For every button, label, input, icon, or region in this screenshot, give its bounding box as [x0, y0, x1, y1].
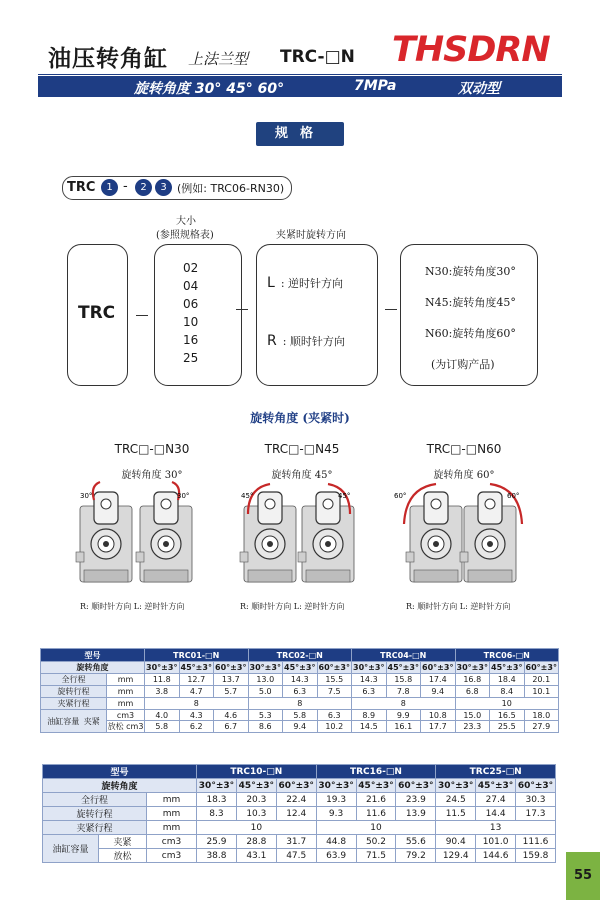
row-label: 旋转行程 — [43, 807, 147, 821]
cell: 47.5 — [276, 849, 316, 863]
size-option: 16 — [183, 333, 199, 347]
brand-logo: THSDRN — [392, 30, 550, 70]
size-caption: 大小 — [176, 216, 196, 227]
cell: 24.5 — [436, 793, 476, 807]
table1-model: TRC06-□N — [455, 649, 559, 662]
cell: 23.9 — [396, 793, 436, 807]
order-circle-2: 2 — [135, 179, 152, 196]
table1-model: TRC01-□N — [145, 649, 249, 662]
direction-l — [267, 275, 343, 291]
row-unit: mm — [107, 698, 145, 710]
clamp-label: 夹紧 — [99, 835, 147, 849]
cell: 19.3 — [316, 793, 356, 807]
row-label: 旋转行程 — [41, 686, 107, 698]
table2-angle-header: 60°±3° — [276, 779, 316, 793]
table2-angle-label: 旋转角度 — [43, 779, 197, 793]
table1-angle-header: 45°±3° — [180, 663, 212, 672]
cell: 10.2 — [317, 721, 352, 733]
table2-angle-header: 30°±3° — [197, 779, 237, 793]
code-dash-2 — [236, 309, 248, 310]
cell: 11.8 — [145, 674, 180, 686]
figure-angle-label-n30-left: 30° — [80, 492, 93, 500]
cell: 7.5 — [317, 686, 352, 698]
direction-r-text: : 顺时针方向 — [282, 335, 345, 348]
cell: 8.9 — [352, 710, 387, 721]
cell: 101.0 — [476, 835, 516, 849]
table-row — [41, 698, 559, 710]
cell: 63.9 — [316, 849, 356, 863]
model-code: TRC-□N — [280, 47, 355, 67]
table2-angle-header: 45°±3° — [356, 779, 396, 793]
table2-angle-header: 45°±3° — [476, 779, 516, 793]
table1-model: TRC04-□N — [352, 649, 456, 662]
row-label: 全行程 — [43, 793, 147, 807]
row-unit: cm3 — [107, 710, 145, 721]
page-number: 55 — [566, 852, 600, 900]
row-unit: mm — [147, 793, 197, 807]
cell: 10 — [455, 698, 559, 710]
size-caption-note: (参照规格表) — [156, 230, 214, 241]
header-band — [38, 76, 562, 97]
page-subtitle: 上法兰型 — [188, 50, 249, 68]
cell: 13.0 — [248, 674, 283, 686]
cell: 20.1 — [524, 674, 559, 686]
row-label: 夹紧行程 — [43, 821, 147, 835]
code-box-angle — [400, 244, 538, 386]
capacity-label: 油缸容量 — [43, 835, 99, 863]
table2-angle-header: 30°±3° — [436, 779, 476, 793]
cell: 16.8 — [455, 674, 490, 686]
cell: 18.0 — [524, 710, 559, 721]
figure-subtitle-n45: 旋转角度 45° — [271, 470, 333, 481]
band-pressure: 7MPa — [354, 78, 397, 94]
cell: 18.4 — [490, 674, 525, 686]
cell: 12.4 — [276, 807, 316, 821]
cell: 6.3 — [317, 710, 352, 721]
cell: 27.4 — [476, 793, 516, 807]
code-box-prefix — [67, 244, 128, 386]
order-prefix: TRC — [67, 180, 96, 195]
row-unit: mm — [147, 821, 197, 835]
release-label: 放松 — [107, 722, 124, 731]
cell: 13.7 — [214, 674, 249, 686]
order-example: (例如: TRC06-RN30) — [177, 182, 285, 195]
cell: 11.6 — [356, 807, 396, 821]
angle-option-n45: N45:旋转角度45° — [425, 296, 516, 309]
table1-model-label: 型号 — [41, 649, 145, 662]
cell: 8 — [248, 698, 352, 710]
cell: 12.7 — [179, 674, 214, 686]
cell: 6.2 — [179, 721, 214, 733]
row-label: 夹紧行程 — [41, 698, 107, 710]
cell: 22.4 — [276, 793, 316, 807]
cell: 9.3 — [316, 807, 356, 821]
cell: 9.4 — [421, 686, 456, 698]
direction-r — [267, 333, 345, 349]
cell: 16.5 — [490, 710, 525, 721]
size-option: 25 — [183, 351, 199, 365]
figure-legend-n45: R: 顺时针方向 L: 逆时针方向 — [240, 602, 345, 611]
cell: 7.8 — [386, 686, 421, 698]
table-row — [41, 674, 559, 686]
table1-angle-header: 45°±3° — [491, 663, 523, 672]
cell: 159.8 — [516, 849, 556, 863]
table2-model: TRC25-□N — [436, 765, 556, 779]
table1-angle-label: 旋转角度 — [41, 662, 145, 674]
cell: 71.5 — [356, 849, 396, 863]
row-group-label — [41, 710, 107, 733]
row-unit: cm3 — [147, 849, 197, 863]
cell: 8.4 — [490, 686, 525, 698]
cell: 15.5 — [317, 674, 352, 686]
rotation-figures — [0, 480, 600, 592]
cell: 14.5 — [352, 721, 387, 733]
table-row — [43, 821, 556, 835]
cell: 8 — [145, 698, 249, 710]
cell: 30.3 — [516, 793, 556, 807]
made-to-order-note: (为订购产品) — [431, 358, 495, 371]
cell: 129.4 — [436, 849, 476, 863]
size-option: 10 — [183, 315, 199, 329]
table-row — [43, 849, 556, 863]
cell: 11.5 — [436, 807, 476, 821]
cell: 111.6 — [516, 835, 556, 849]
cell: 17.7 — [421, 721, 456, 733]
cell: 14.3 — [283, 674, 318, 686]
table-row — [41, 710, 559, 721]
table2-angle-header: 60°±3° — [396, 779, 436, 793]
header-divider — [38, 74, 562, 75]
figure-title-n45: TRC□-□N45 — [264, 442, 340, 456]
figure-subtitle-n30: 旋转角度 30° — [121, 470, 183, 481]
table2-model: TRC10-□N — [197, 765, 317, 779]
table1-model: TRC02-□N — [248, 649, 352, 662]
spec-section-badge: 规格 — [256, 122, 344, 146]
table2-angle-header: 45°±3° — [236, 779, 276, 793]
cell: 17.4 — [421, 674, 456, 686]
cell: 5.8 — [145, 721, 180, 733]
figure-angle-label-n45-right: 45° — [338, 492, 351, 500]
cell: 8 — [352, 698, 456, 710]
cell: 9.4 — [283, 721, 318, 733]
code-box-direction — [256, 244, 378, 386]
order-circle-1: 1 — [101, 179, 118, 196]
figure-angle-label-n60-right: 60° — [507, 492, 520, 500]
cell: 9.9 — [386, 710, 421, 721]
cell: 4.6 — [214, 710, 249, 721]
cell: 13.9 — [396, 807, 436, 821]
table1-angle-header: 30°±3° — [249, 663, 281, 672]
order-dash: - — [123, 179, 128, 194]
band-type: 双动型 — [458, 81, 500, 97]
cell: 25.9 — [197, 835, 237, 849]
cell: 28.8 — [236, 835, 276, 849]
release-label: 放松 — [99, 849, 147, 863]
table2-model: TRC16-□N — [316, 765, 436, 779]
cell: 5.7 — [214, 686, 249, 698]
figure-angle-label-n45-left: 45° — [241, 492, 254, 500]
table1-angle-header: 30°±3° — [353, 663, 385, 672]
cell: 4.0 — [145, 710, 180, 721]
order-code-pill — [62, 176, 292, 200]
code-box-prefix-label: TRC — [78, 303, 116, 323]
cell: 13 — [436, 821, 556, 835]
band-angles: 旋转角度 30° 45° 60° — [134, 81, 285, 97]
table-row — [43, 807, 556, 821]
spec-table-1 — [40, 648, 559, 733]
size-option: 06 — [183, 297, 199, 311]
cell: 8.3 — [197, 807, 237, 821]
table-row — [41, 686, 559, 698]
table1-angle-header: 45°±3° — [284, 663, 316, 672]
cell: 5.0 — [248, 686, 283, 698]
figure-angle-label-n60-left: 60° — [394, 492, 407, 500]
figure-title-n60: TRC□-□N60 — [426, 442, 502, 456]
cell: 6.8 — [455, 686, 490, 698]
cell: 4.7 — [179, 686, 214, 698]
cell: 15.8 — [386, 674, 421, 686]
angle-option-n30: N30:旋转角度30° — [425, 265, 516, 278]
cell: 10.1 — [524, 686, 559, 698]
cell: 20.3 — [236, 793, 276, 807]
cell: 10.3 — [236, 807, 276, 821]
order-circle-3: 3 — [155, 179, 172, 196]
cell: 10.8 — [421, 710, 456, 721]
clamp-label: 夹紧 — [83, 716, 100, 726]
cell: 25.5 — [490, 721, 525, 733]
figure-title-n30: TRC□-□N30 — [114, 442, 190, 456]
cell: 43.1 — [236, 849, 276, 863]
table-row — [43, 793, 556, 807]
page-title: 油压转角缸 — [48, 46, 168, 72]
table1-angle-header: 60°±3° — [525, 663, 557, 672]
row-unit: mm — [107, 686, 145, 698]
cell: 5.3 — [248, 710, 283, 721]
cell: 6.7 — [214, 721, 249, 733]
size-list — [183, 259, 198, 367]
rotation-section-title: 旋转角度 (夹紧时) — [250, 411, 350, 425]
direction-r-letter: R — [267, 333, 277, 349]
row-unit — [107, 721, 145, 733]
size-option: 04 — [183, 279, 199, 293]
cell: 4.3 — [179, 710, 214, 721]
code-dash-1 — [136, 315, 148, 316]
cell: 10 — [316, 821, 436, 835]
table1-angle-header: 30°±3° — [146, 663, 178, 672]
cell: 27.9 — [524, 721, 559, 733]
cell: 16.1 — [386, 721, 421, 733]
direction-caption: 夹紧时旋转方向 — [276, 230, 346, 241]
cell: 55.6 — [396, 835, 436, 849]
release-unit: cm3 — [126, 722, 144, 731]
table2-angle-header: 30°±3° — [316, 779, 356, 793]
cell: 5.8 — [283, 710, 318, 721]
cell: 8.6 — [248, 721, 283, 733]
cell: 18.3 — [197, 793, 237, 807]
cell: 21.6 — [356, 793, 396, 807]
cell: 23.3 — [455, 721, 490, 733]
table1-angle-header: 60°±3° — [215, 663, 247, 672]
cell: 50.2 — [356, 835, 396, 849]
cell: 44.8 — [316, 835, 356, 849]
cell: 38.8 — [197, 849, 237, 863]
figure-legend-n60: R: 顺时针方向 L: 逆时针方向 — [406, 602, 511, 611]
table-row — [43, 835, 556, 849]
size-option: 02 — [183, 261, 199, 275]
table1-angle-header: 60°±3° — [318, 663, 350, 672]
row-label: 全行程 — [41, 674, 107, 686]
table1-angle-header: 30°±3° — [456, 663, 488, 672]
cell: 6.3 — [352, 686, 387, 698]
direction-l-letter: L — [267, 275, 275, 291]
capacity-label: 油缸容量 — [47, 716, 80, 726]
row-unit: mm — [147, 807, 197, 821]
row-unit: cm3 — [147, 835, 197, 849]
cell: 17.3 — [516, 807, 556, 821]
cell: 10 — [197, 821, 317, 835]
cell: 6.3 — [283, 686, 318, 698]
spec-table-2 — [42, 764, 556, 863]
code-dash-3 — [385, 309, 397, 310]
direction-l-text: : 逆时针方向 — [280, 277, 344, 290]
cell: 15.0 — [455, 710, 490, 721]
cell: 79.2 — [396, 849, 436, 863]
table-row — [41, 721, 559, 733]
table2-model-label: 型号 — [43, 765, 197, 779]
cell: 90.4 — [436, 835, 476, 849]
code-box-size — [154, 244, 242, 386]
figure-subtitle-n60: 旋转角度 60° — [433, 470, 495, 481]
table1-angle-header: 45°±3° — [387, 663, 419, 672]
cell: 144.6 — [476, 849, 516, 863]
table2-angle-header: 60°±3° — [516, 779, 556, 793]
figure-angle-label-n30-right: 30° — [177, 492, 190, 500]
cell: 14.3 — [352, 674, 387, 686]
row-unit: mm — [107, 674, 145, 686]
table1-angle-header: 60°±3° — [422, 663, 454, 672]
cell: 14.4 — [476, 807, 516, 821]
cell: 3.8 — [145, 686, 180, 698]
figure-legend-n30: R: 顺时针方向 L: 逆时针方向 — [80, 602, 185, 611]
cell: 31.7 — [276, 835, 316, 849]
angle-option-n60: N60:旋转角度60° — [425, 327, 516, 340]
